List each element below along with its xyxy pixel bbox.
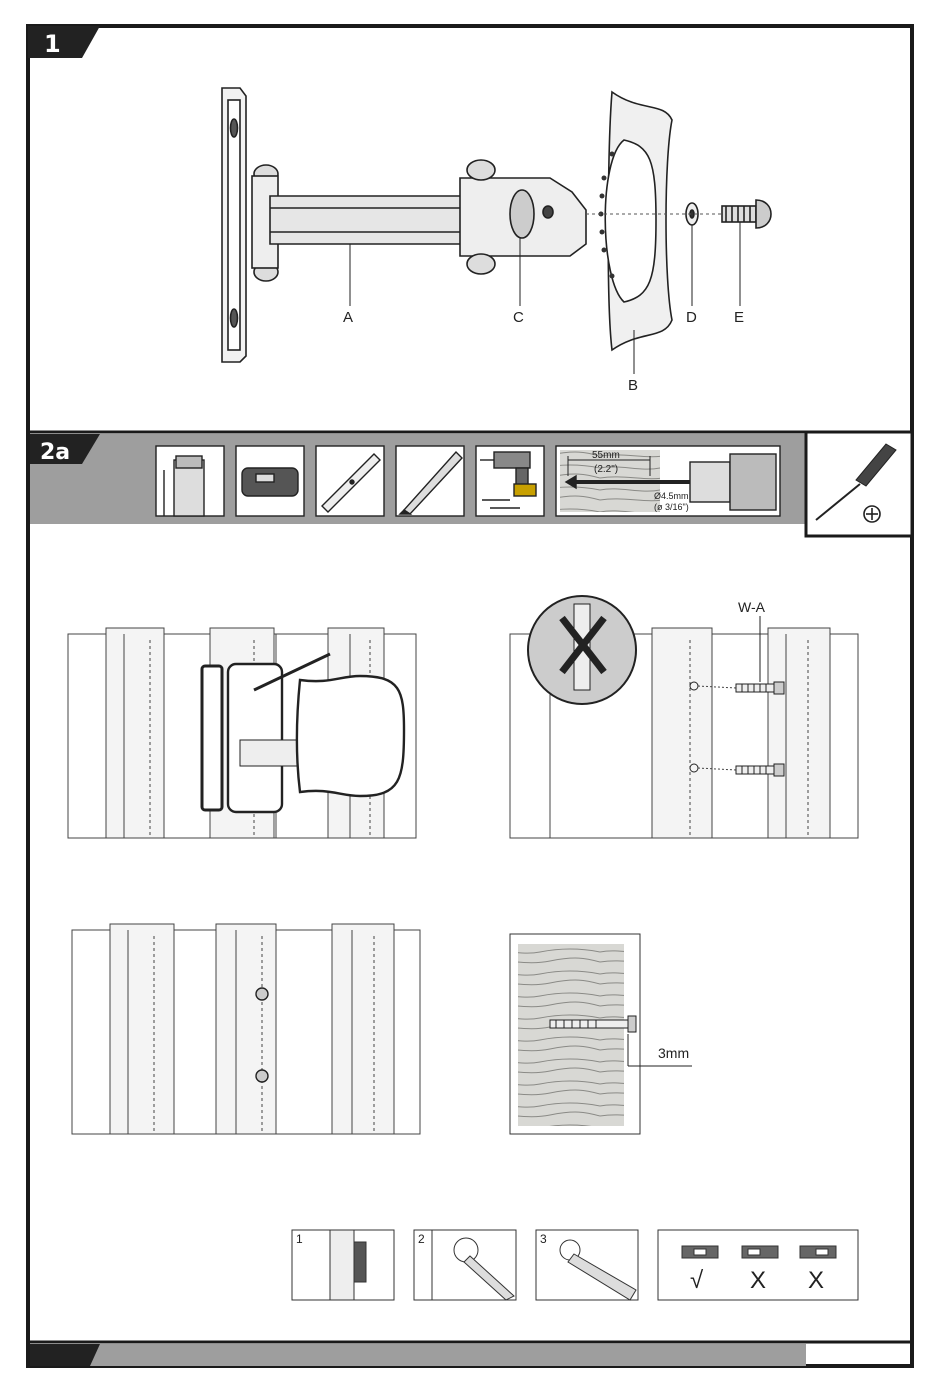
screw-e (722, 200, 771, 228)
drill-depth-label: 55mm (592, 450, 620, 461)
next-section-tab (30, 1344, 100, 1366)
stud-wall-tool-icon (156, 446, 224, 516)
step-2-number: 2 (418, 1232, 425, 1246)
step-2-box (414, 1230, 516, 1300)
label-c: C (513, 309, 524, 326)
screw-insertion-panel (510, 596, 858, 838)
section-1-header (28, 26, 100, 58)
step-1-number: 1 (296, 1232, 303, 1246)
level-mark-wrong-2: X (808, 1267, 825, 1294)
screw-head-upper (256, 988, 268, 1000)
label-d: D (686, 309, 697, 326)
screw-gap-detail (510, 934, 692, 1134)
drill-diameter-inch-label: (ø 3/16") (654, 502, 689, 512)
step-3-box (536, 1230, 638, 1300)
drill-diameter-label: Ø4.5mm (654, 491, 689, 501)
label-e: E (734, 309, 745, 326)
screwdriver-tool-box (806, 432, 912, 536)
stud-finder-tool-icon (236, 446, 304, 516)
level-mark-wrong-1: X (750, 1267, 767, 1294)
section-1-number: 1 (44, 30, 61, 58)
step-3-number: 3 (540, 1232, 547, 1246)
gap-label: 3mm (658, 1045, 690, 1061)
step-boxes (292, 1230, 858, 1300)
drill-depth-inch-label: (2.2") (594, 464, 619, 475)
screw-head-lower (256, 1070, 268, 1082)
lag-screw-side-icon (550, 1020, 628, 1028)
section-2a-number: 2a (40, 440, 71, 465)
next-section-band (30, 1344, 806, 1366)
level-tool (202, 666, 222, 810)
level-mark-correct: √ (690, 1267, 704, 1294)
wall-plate-outline (228, 664, 282, 812)
screws-installed-panel (72, 924, 420, 1134)
spirit-level-tool-icon (316, 446, 384, 516)
step-1-box (292, 1230, 394, 1300)
wall-marking-panel (68, 628, 416, 838)
tension-knob-c (510, 190, 534, 238)
drill-tool-icon (476, 446, 544, 516)
pencil-tool-icon (396, 446, 464, 516)
screw-w-a-label: W-A (738, 599, 765, 615)
label-b: B (628, 377, 639, 394)
label-a: A (343, 309, 354, 326)
